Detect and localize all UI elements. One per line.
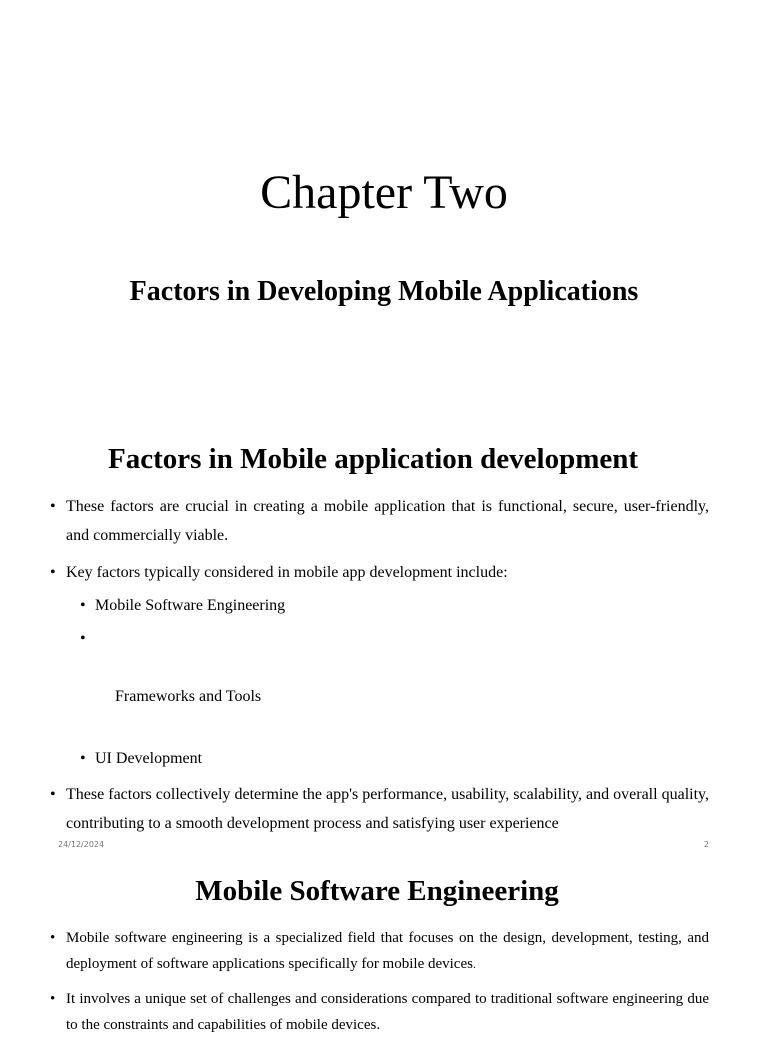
slide-date: 24/12/2024 [58,840,105,849]
bullet-item [48,925,709,978]
slide-heading: Mobile Software Engineering [195,875,559,907]
sub-bullet-text: Mobile Software Engineering [95,597,286,614]
bullet-item [48,492,709,550]
bullet-icon: • [50,564,56,581]
bullet-icon: • [80,750,86,767]
bullet-text: Mobile software engineering is a specialized field that focuses on the design, development, testing, and deployment of software applications specifically for mobile devices [66,930,709,972]
bullet-list [48,925,709,1038]
bullet-text-end: . [472,959,476,971]
bullet-icon: • [80,630,86,647]
bullet-text: It involves a unique set of challenges and considerations compared to traditional software engineering due to the constraints and capabilities of mobile devices. [66,991,709,1033]
sub-bullet-item [48,591,709,620]
bullet-icon: • [50,930,56,946]
bullet-item [48,780,709,838]
bullet-icon: • [50,498,56,515]
slide-number: 2 [703,840,709,849]
sub-bullet-text: UI Development [95,750,203,767]
bullet-text: Key factors typically considered in mobile app development include: [66,564,508,581]
sub-bullet-text: Frameworks and Tools [111,688,262,705]
sub-bullet-item [48,624,709,740]
bullet-icon: • [50,991,56,1007]
chapter-title: Chapter Two [260,166,508,219]
bullet-icon: • [50,786,56,803]
bullet-item [48,986,709,1038]
bullet-text: These factors are crucial in creating a mobile application that is functional, secure, user-friendly, and commercially viable. [66,498,709,544]
bullet-list [48,492,709,838]
slide-heading: Factors in Mobile application development [107,443,639,475]
chapter-subtitle: Factors in Developing Mobile Applications [129,276,639,307]
bullet-text: These factors collectively determine the app's performance, usability, scalability, and overall quality, contributing to a smooth development process and satisfying user experience [66,786,709,832]
bullet-icon: • [80,597,86,614]
sub-bullet-item [48,744,709,773]
bullet-item [48,558,709,587]
